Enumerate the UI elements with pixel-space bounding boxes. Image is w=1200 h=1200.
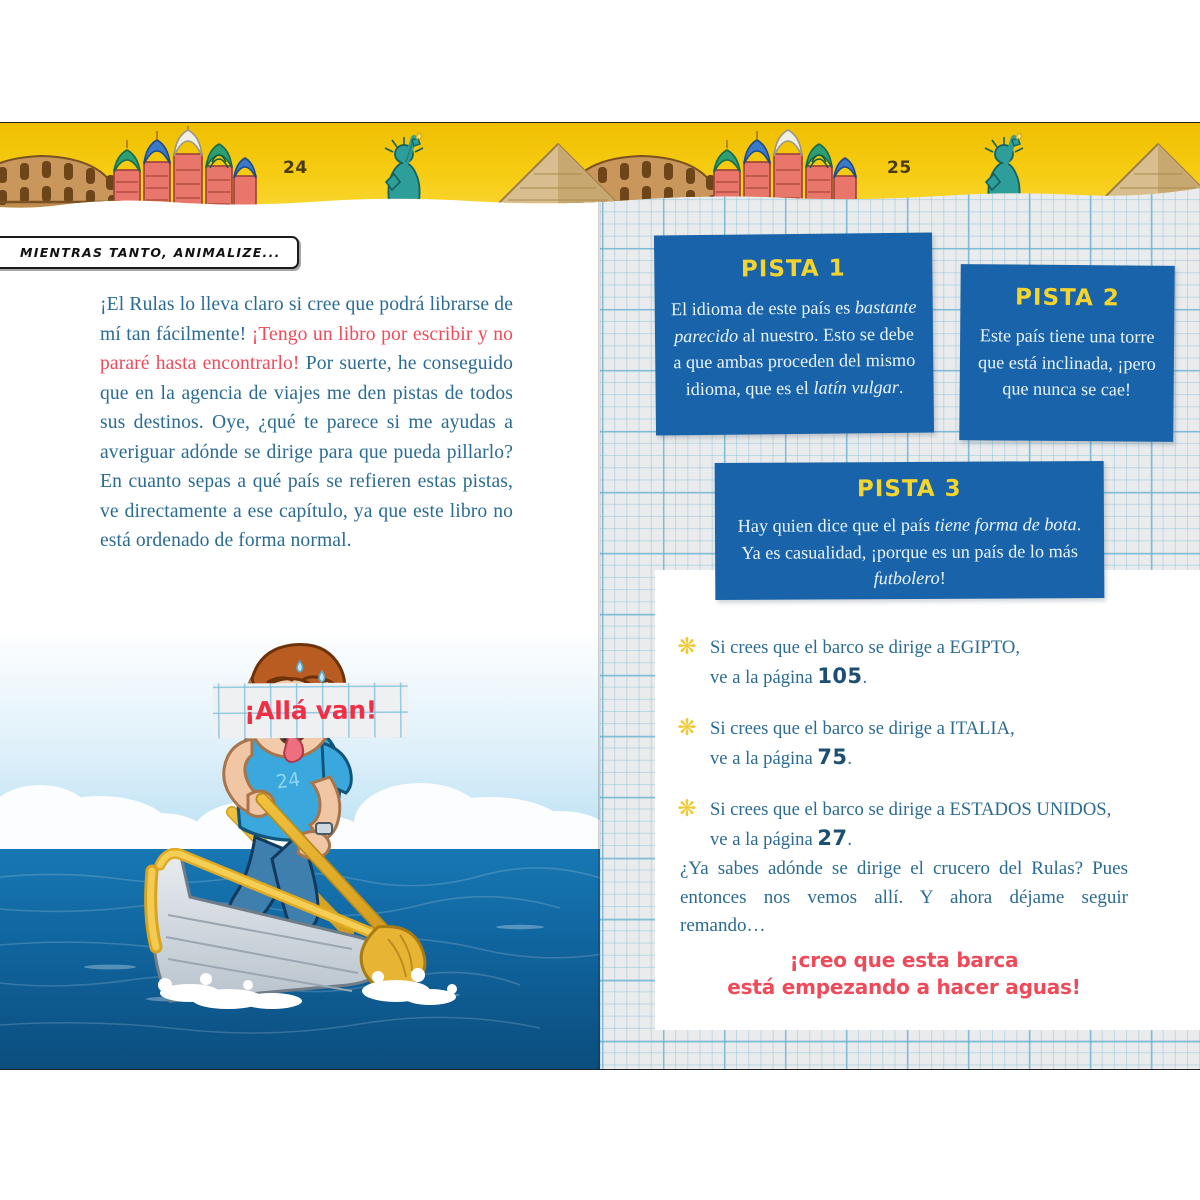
choice-1-line-1: Si crees que el barco se dirige a EGIPTO, xyxy=(710,637,1020,658)
closing-paragraph: ¿Ya sabes adónde se dirige el crucero del Rulas? Pues entonces nos vemos allí. Y ahora déjame seguir remando… xyxy=(680,858,1128,936)
clue-1-text: El idioma de este país es bastante parecido al nuestro. Esto se debe a que ambas proceden del mismo idioma, que es el latín vulgar. xyxy=(670,296,917,399)
choice-1-line-2 xyxy=(710,662,1157,692)
choice-item-egipto[interactable] xyxy=(677,634,1157,692)
choice-1-page-number[interactable]: 105 xyxy=(817,664,863,688)
choice-3-prefix: ve a la página xyxy=(710,829,818,850)
clue-box-2 xyxy=(959,264,1175,442)
flower-bullet-icon: ❋ xyxy=(677,715,697,741)
choice-1-prefix: ve a la página xyxy=(710,667,818,688)
right-page-number: 25 xyxy=(887,158,912,178)
choice-2-page-number[interactable]: 75 xyxy=(817,745,848,769)
choice-1-suffix: . xyxy=(862,667,868,688)
clue-2-text: Este país tiene una torre que está inclinada, ¡pero que nunca se cae! xyxy=(977,325,1156,400)
choice-item-estados-unidos[interactable] xyxy=(677,796,1157,854)
shout-line-2: está empezando a hacer aguas! xyxy=(727,975,1081,999)
left-body-paragraph xyxy=(100,290,513,556)
choice-3-suffix: . xyxy=(847,829,853,850)
landmarks-header-banner xyxy=(0,122,1200,214)
right-page xyxy=(600,122,1200,1070)
choice-2-suffix: . xyxy=(847,748,853,769)
clue-box-1 xyxy=(654,233,934,436)
shout-line-1: ¡creo que esta barca xyxy=(789,948,1019,972)
choice-2-prefix: ve a la página xyxy=(710,748,818,769)
choice-3-line-2 xyxy=(710,824,1157,854)
chapter-tag-label: MIENTRAS TANTO, ANIMALIZE... xyxy=(0,236,299,269)
choice-3-line-1: Si crees que el barco se dirige a ESTADOS UNIDOS, xyxy=(710,799,1112,820)
book-spread xyxy=(0,122,1200,1070)
alla-van-note: ¡Allá van! xyxy=(213,682,408,738)
paragraph-part-1: ¡El Rulas lo lleva claro si cree que podrá librarse de mí tan fácilmente! xyxy=(100,294,513,345)
left-page xyxy=(0,122,600,1070)
clue-3-title: PISTA 3 xyxy=(856,475,962,503)
flower-bullet-icon: ❋ xyxy=(677,634,697,660)
paragraph-highlight-red: ¡Tengo un libro por escribir y no pararé hasta encontrarlo! xyxy=(100,323,513,374)
book-gutter xyxy=(598,122,601,1070)
choice-3-page-number[interactable]: 27 xyxy=(817,826,848,850)
choice-list xyxy=(677,634,1157,877)
clue-1-title: PISTA 1 xyxy=(740,255,846,283)
choice-2-line-1: Si crees que el barco se dirige a ITALIA, xyxy=(710,718,1015,739)
flower-bullet-icon: ❋ xyxy=(677,796,697,822)
clue-3-text: Hay quien dice que el país tiene forma de bota. Ya es casualidad, ¡porque es un país de lo más futbolero! xyxy=(737,514,1082,589)
choice-item-italia[interactable] xyxy=(677,715,1157,773)
left-page-number: 24 xyxy=(283,158,308,178)
choice-2-line-2 xyxy=(710,743,1157,773)
clue-2-title: PISTA 2 xyxy=(1015,284,1120,312)
paragraph-part-2: Por suerte, he conseguido que en la agencia de viajes me den pistas de todos sus destinos. Oye, ¿qué te parece si me ayudas a averiguar adónde se dirige para que pueda pillarlo? En cuanto sepas a qué país se refieren estas pistas, ve directamente a ese capítulo, ya que este libro no está ordenado de forma normal. xyxy=(100,353,513,551)
clue-box-3 xyxy=(715,461,1105,600)
tshirt-number: 24 xyxy=(274,768,302,794)
shout-text xyxy=(680,947,1128,1001)
